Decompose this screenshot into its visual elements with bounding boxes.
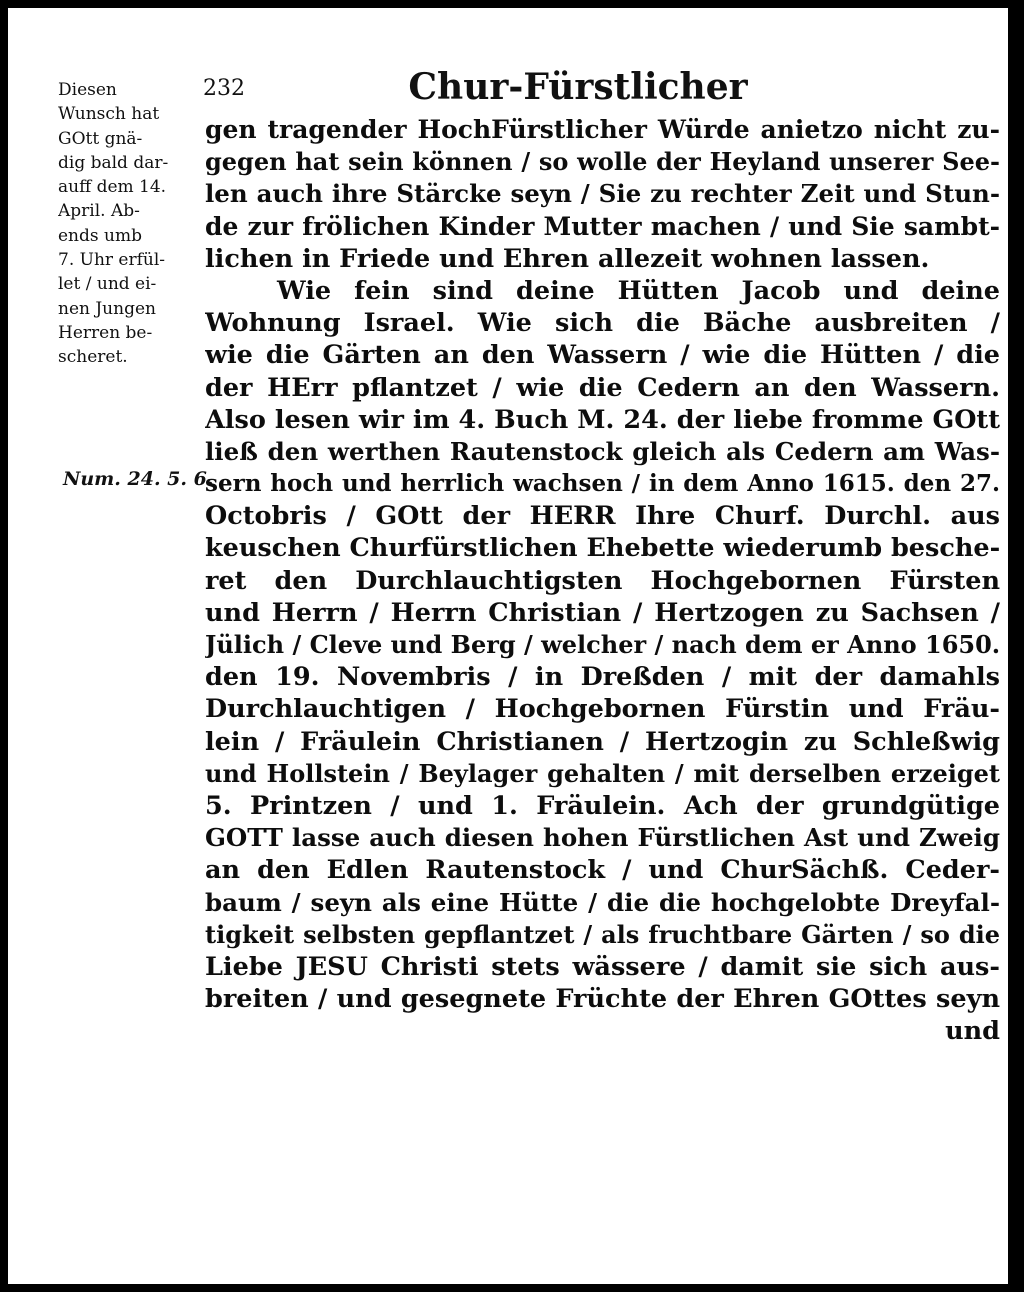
text-line: keuschen Churfürstlichen Ehebette wiederumb besche- — [205, 533, 1000, 564]
catchword: und — [945, 1016, 1000, 1047]
marginal-note-line: Herren be- — [58, 322, 153, 343]
marginal-note-line: dig bald dar- — [58, 152, 169, 173]
text-line: den 19. Novembris / in Dreßden / mit der damahls — [205, 662, 1000, 693]
text-line: len auch ihre Stärcke seyn / Sie zu rechter Zeit und Stun- — [205, 179, 1000, 209]
text-line: Liebe JESU Christi stets wässere / damit sie sich aus- — [205, 951, 1000, 982]
text-line: breiten / und gesegnete Früchte der Ehren GOttes seyn — [205, 984, 1000, 1015]
marginal-note-line: scheret. — [58, 347, 128, 368]
marginal-note-line: April. Ab- — [58, 201, 140, 222]
text-line: Wie fein sind deine Hütten Jacob und deine — [277, 275, 1000, 306]
text-line: ret den Durchlauchtigsten Hochgebornen Fürsten — [205, 565, 1000, 596]
marginal-note-line: let / und ei- — [58, 274, 157, 295]
scripture-reference: Num. 24. 5. 6. — [63, 468, 214, 490]
text-line: an den Edlen Rautenstock / und ChurSächß. Ceder- — [205, 855, 1000, 886]
marginal-note-line: Wunsch hat — [58, 104, 160, 125]
marginal-note-line: ends umb — [58, 225, 142, 246]
text-line: Also lesen wir im 4. Buch M. 24. der liebe fromme GOtt — [205, 404, 1000, 435]
text-line: Jülich / Cleve und Berg / welcher / nach dem er Anno 1650. — [205, 630, 1000, 659]
body-text — [205, 114, 1000, 1047]
text-line: lein / Fräulein Christianen / Hertzogin zu Schleßwig — [205, 726, 1000, 757]
text-line: Octobris / GOtt der HERR Ihre Churf. Durchl. aus — [205, 501, 1000, 532]
page-number: 232 — [203, 76, 245, 101]
text-line: tigkeit selbsten gepflantzet / als fruchtbare Gärten / so die — [205, 919, 1000, 949]
text-line: sern hoch und herrlich wachsen / in dem Anno 1615. den 27. — [205, 470, 1000, 498]
marginal-note-line: GOtt gnä- — [58, 128, 143, 149]
marginal-note-line: auff dem 14. — [58, 177, 167, 198]
text-line: Wohnung Israel. Wie sich die Bäche ausbreiten / — [205, 308, 1000, 339]
text-line: 5. Printzen / und 1. Fräulein. Ach der grundgütige — [205, 790, 1000, 821]
text-line: der HErr pflantzet / wie die Cedern an den Wassern. — [205, 372, 1000, 403]
text-line: de zur frölichen Kinder Mutter machen / und Sie sambt- — [205, 211, 1000, 241]
text-line: ließ den werthen Rautenstock gleich als Cedern am Was- — [205, 436, 1000, 466]
text-line: und Herrn / Herrn Christian / Hertzogen zu Sachsen / — [205, 597, 1000, 628]
marginal-note — [58, 78, 203, 370]
text-line: gen tragender HochFürstlicher Würde anietzo nicht zu- — [205, 115, 1000, 144]
text-line: Durchlauchtigen / Hochgebornen Fürstin und Fräu- — [205, 694, 1000, 725]
running-head: Chur-Fürstlicher — [408, 66, 748, 108]
marginal-note-line: Diesen — [58, 80, 117, 100]
marginal-note-line: 7. Uhr erfül- — [58, 250, 166, 271]
marginal-note-line: nen Jungen — [58, 298, 156, 319]
text-line: baum / seyn als eine Hütte / die die hochgelobte Dreyfal- — [205, 887, 1000, 917]
text-line: lichen in Friede und Ehren allezeit wohnen lassen. — [205, 243, 930, 274]
text-line: und Hollstein / Beylager gehalten / mit derselben erzeiget — [205, 758, 1000, 788]
text-line: wie die Gärten an den Wassern / wie die Hütten / die — [205, 340, 1000, 371]
book-page — [8, 8, 1008, 1284]
text-line: gegen hat sein können / so wolle der Heyland unserer See- — [205, 147, 1000, 177]
text-line: GOTT lasse auch diesen hohen Fürstlichen Ast und Zweig — [205, 823, 1000, 853]
